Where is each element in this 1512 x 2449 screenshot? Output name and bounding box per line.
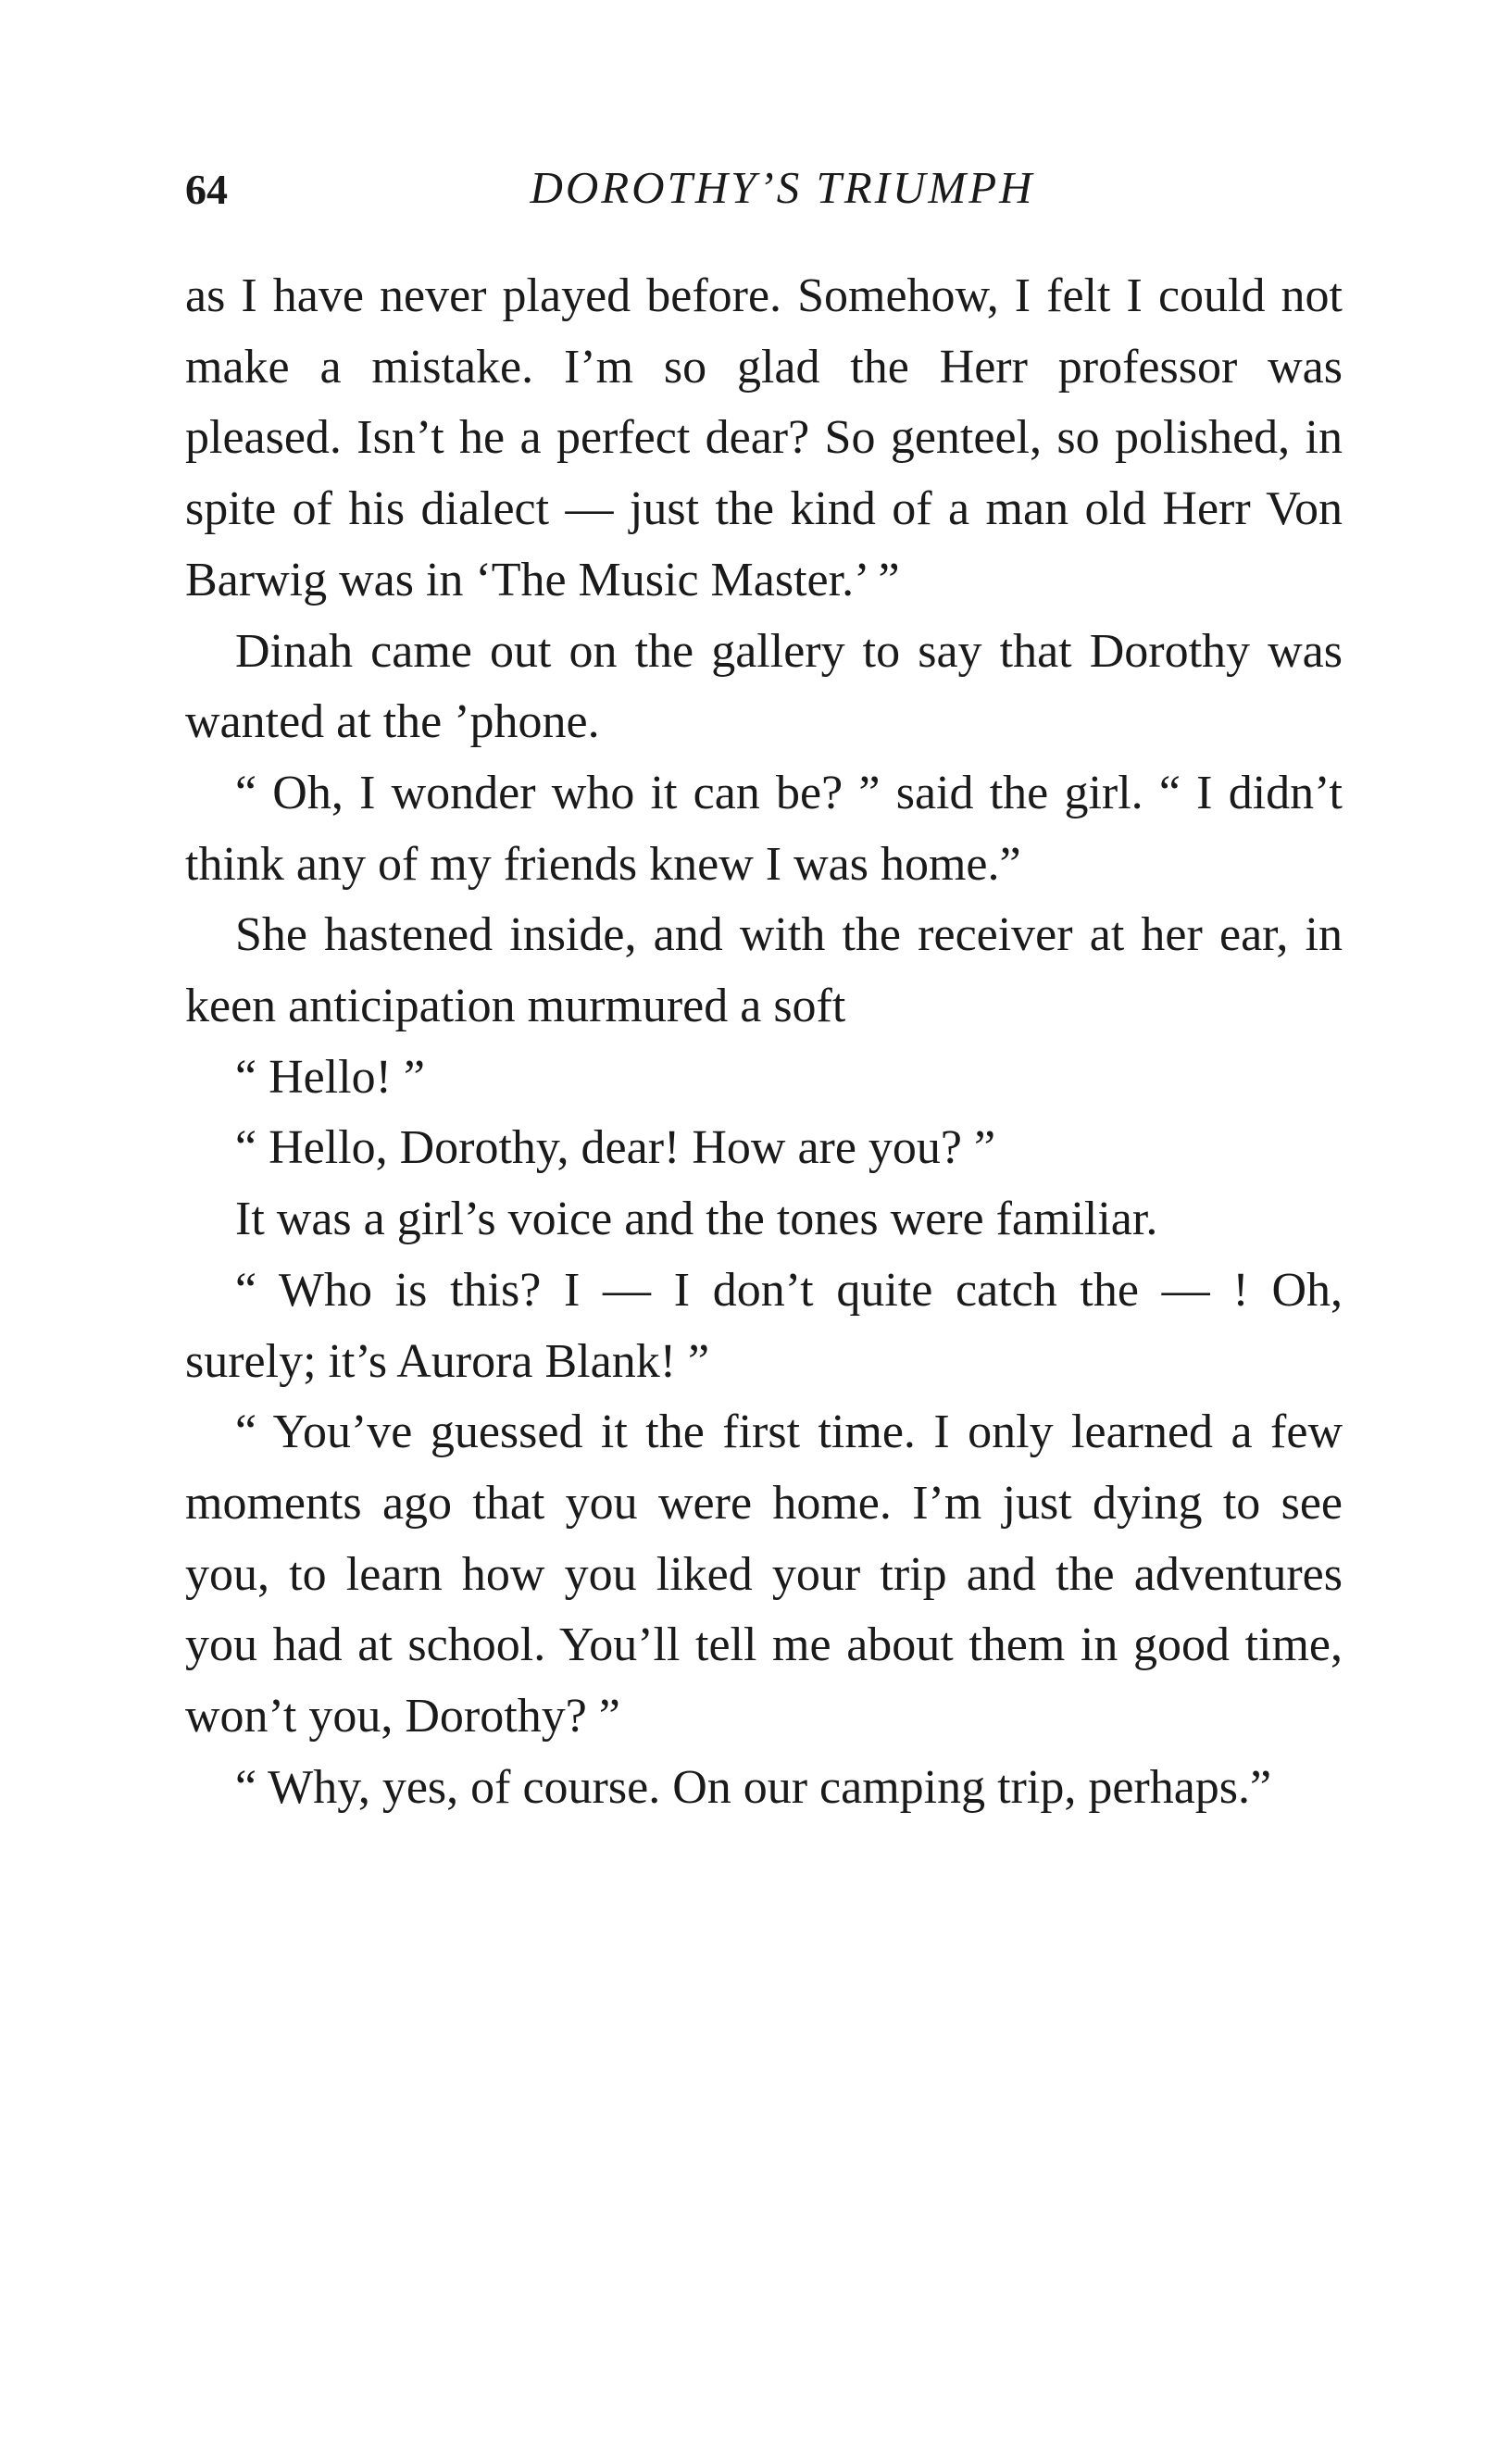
page-number: 64 bbox=[185, 166, 228, 213]
body-text bbox=[185, 261, 1343, 1823]
paragraph: She hastened inside, and with the receiver at her ear, in keen anticipation murmured a soft bbox=[185, 908, 1343, 1033]
paragraph: Dinah came out on the gallery to say that Dorothy was wanted at the ’phone. bbox=[185, 624, 1343, 749]
running-head bbox=[185, 156, 1343, 220]
paragraph: “ Who is this? I — I don’t quite catch the — ! Oh, surely; it’s Aurora Blank! ” bbox=[185, 1263, 1343, 1388]
running-title: DOROTHY’S TRIUMPH bbox=[530, 162, 1035, 213]
paragraph: “ Why, yes, of course. On our camping trip, perhaps.” bbox=[235, 1760, 1272, 1814]
paragraph-continued: as I have never played before. Somehow, I felt I could not make a mistake. I’m so glad the Herr professor was pleased. Isn’t he a perfect dear? So genteel, so polished, in spite of his dialect — just the kind of a man old Herr Von Barwig was in ‘The Music Master.’ ” bbox=[185, 269, 1343, 606]
paragraph: “ Hello, Dorothy, dear! How are you? ” bbox=[235, 1121, 996, 1175]
paragraph: “ Oh, I wonder who it can be? ” said the girl. “ I didn’t think any of my friends knew I was home.” bbox=[185, 766, 1343, 891]
paragraph: It was a girl’s voice and the tones were familiar. bbox=[235, 1193, 1158, 1246]
paragraph: “ You’ve guessed it the first time. I only learned a few moments ago that you were home. I’m just dying to see you, to learn how you liked your trip and the adventures you had at school. You’ll tell me about them in good time, won’t you, Dorothy? ” bbox=[185, 1406, 1343, 1743]
paragraph: “ Hello! ” bbox=[235, 1050, 426, 1104]
